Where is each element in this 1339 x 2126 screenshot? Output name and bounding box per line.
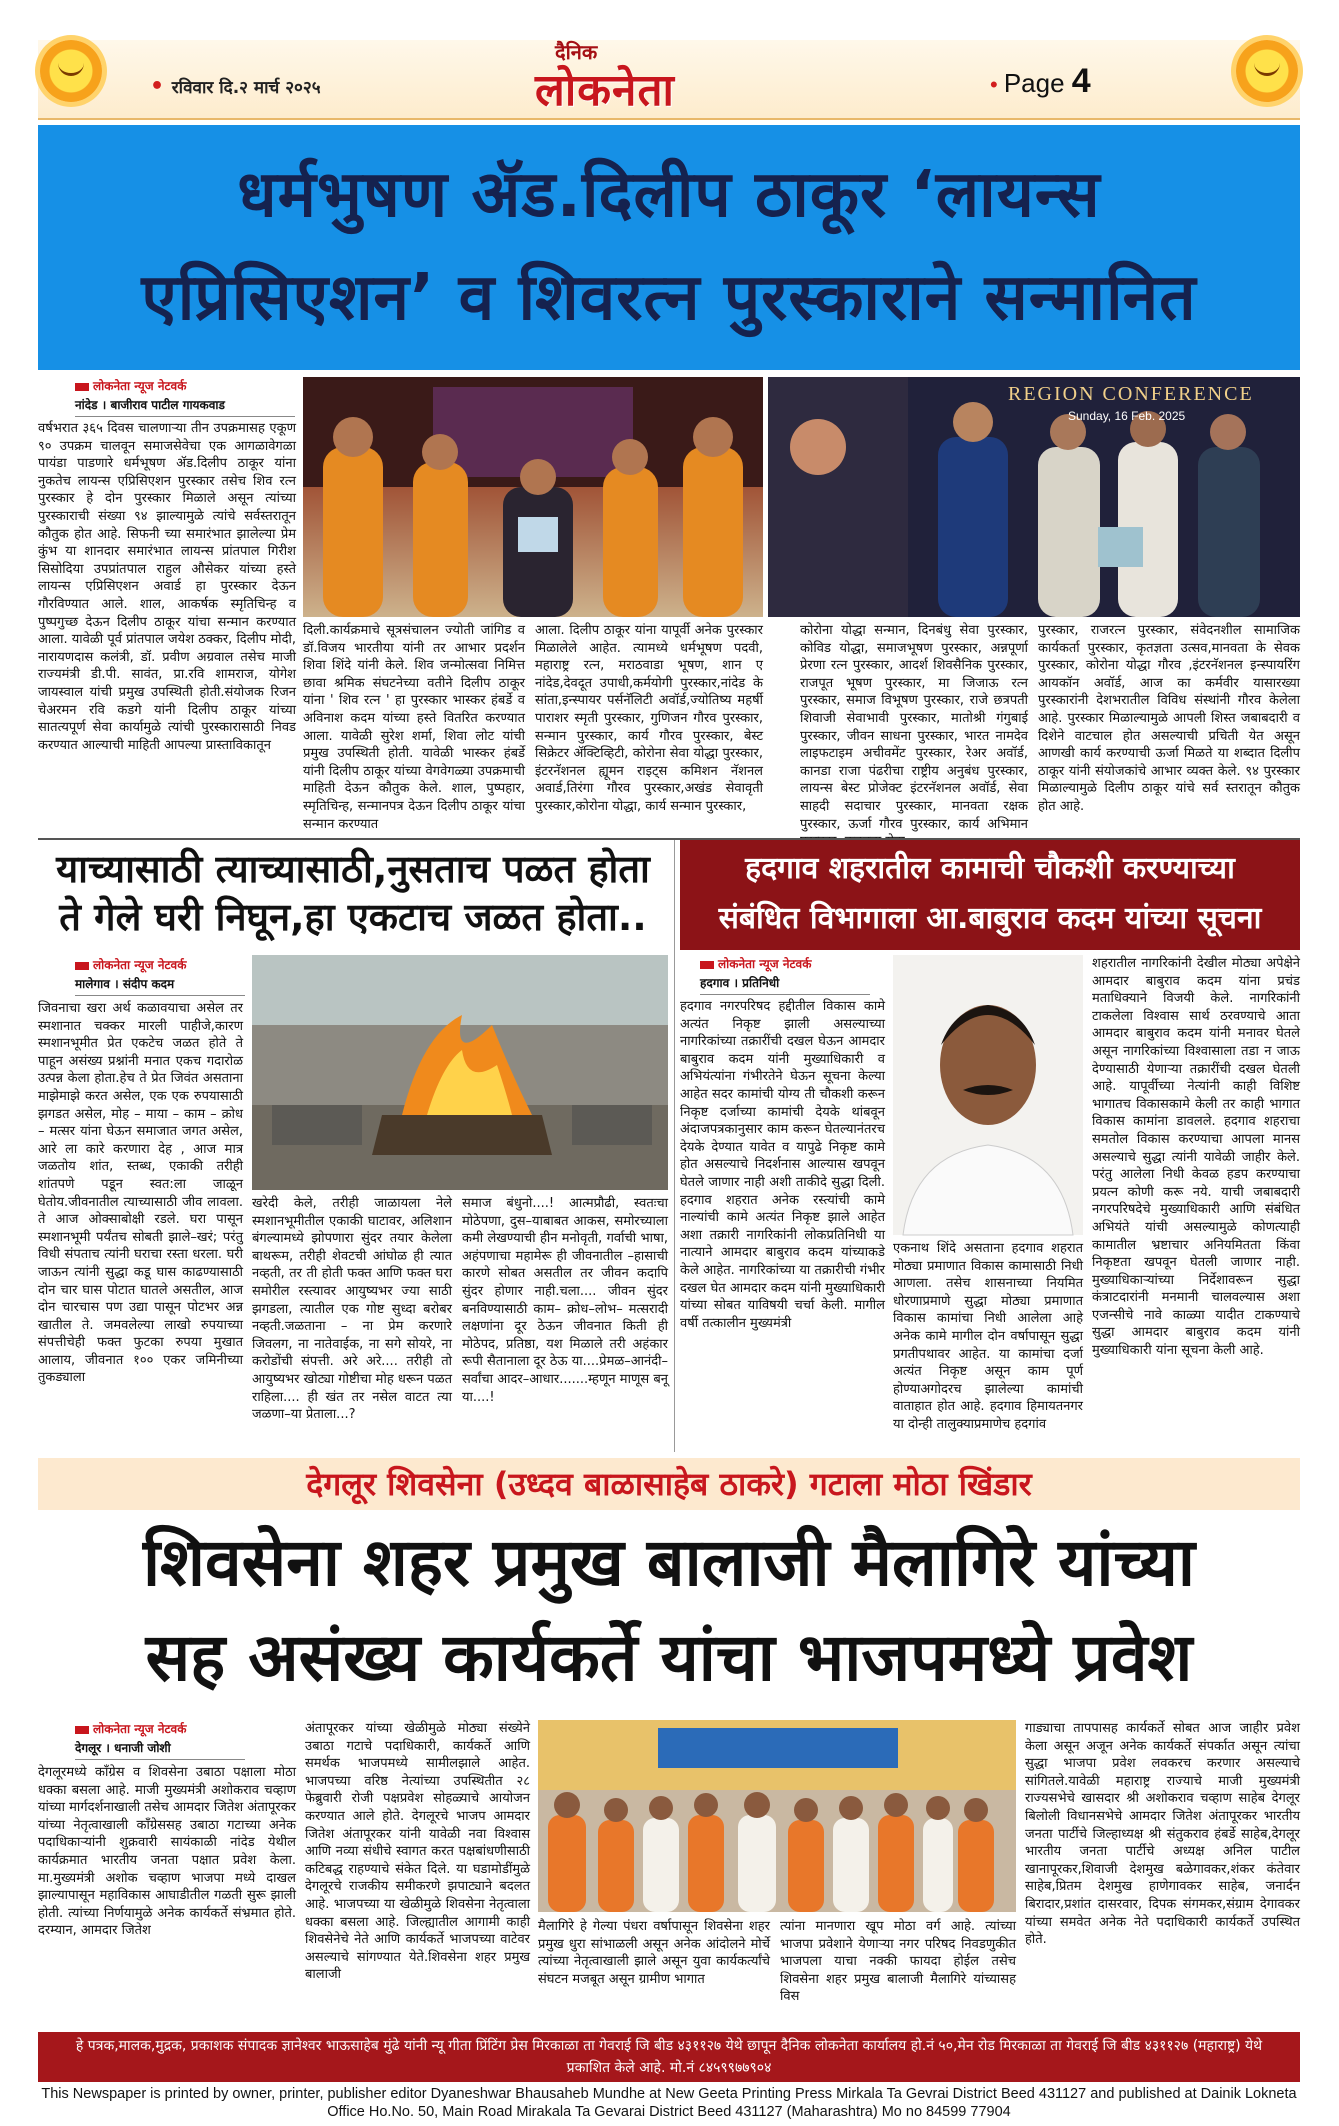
article-column: दिली.कार्यक्रमाचे सूत्रसंचालन ज्योती जांगिड व डॉ.विजय भारतीया यांनी तर आभार प्रदर्शन शिवा शिंदे यांनी केले. शिव जन्मोत्सवा निमित्त छावा श्रमिक संघटनेच्या वतीने दिलीप ठाकूर यांना ' शिव रत्न ' हा पुरस्कार भास्कर हंबर्डे व अविनाश कदम यांच्या हस्ते वितरित करण्यात आला. यावेळी सुरेश शर्मा, शिवा लोट यांची प्रमुख उपस्थिती होती. यावेळी भास्कर हंबर्डे यांनी दिलीप ठाकूर यांच्या वेगवेगळ्या उपक्रमाची माहिती देऊन कौतुक केले. शाल, पुष्पहार, स्मृतिचिन्ह, सन्मानपत्र देऊन दिलीप ठाकूर यांचा सन्मान करण्यात [303,623,525,832]
imprint-english: This Newspaper is printed by owner, printer, publisher editor Dyaneshwar Bhausaheb Mundhe at New Geeta Printing Press Mirkala Ta Gevrai District Beed 431127 and published at Dainik Lokneta Office Ho.No. 50, Main Road Mirakala Ta Gevarai District Beed 431127 (Maharashtra) Mo no 84599 77904 [41,2086,1297,2120]
article-column: शहरातील नागरिकांनी देखील मोठ्या अपेक्षेने आमदार बाबुराव कदम यांना प्रचंड मताधिक्याने विजयी केले. नागरिकांनी टाकलेला विश्वास सार्थ ठरवण्याचे आता आमदार बाबुराव कदम यांनी मनावर घेतले असून नागरिकांच्या विश्वासाला तडा न जाऊ देण्यासाठी येणाऱ्या तक्रारींची दखल घेतली आहे. यापूर्वीच्या नेत्यांनी काही विशिष्ट भागातच विकासकामे केली तर काही भागात विकास कामांना डावलले. हदगाव शहराचा समतोल विकास करण्याचा आपला मानस असल्याचे सुद्धा त्यांनी यावेळी जाहीर केले. परंतु आलेला निधी केवळ हडप करण्याचा प्रयत्न कोणी करू नये. याची जबाबदारी नगरपरिषदेचे मुख्याधिकारी आणि संबंधित अभियंते यांची असल्यामुळे कोणत्याही कामातील भ्रष्टाचार अनियमितता किंवा निकृष्टता खपवून घेतली जाणार नाही. मुख्याधिकाऱ्यांच्या निर्देशावरून सुद्धा कंत्राटदारांनी मनमानी चालवल्यास अशा एजन्सीचे नावे काळ्या यादीत टाकण्याचे सुद्धा आमदार बाबुराव कदम यांनी मुख्याधिकारी यांना सूचना केली आहे. [1092,956,1300,1359]
newspaper-logo: लोकनेता [535,65,675,116]
news-network-tag: लोकनेता न्यूज नेटवर्क [75,1720,186,1737]
party-joining-photo [538,1720,1016,1912]
article-column: देगलूरमध्ये कॉंग्रेस व शिवसेना उबाठा पक्षाला मोठा धक्का बसला आहे. माजी मुख्यमंत्री अशोकराव चव्हाण यांच्या मार्गदर्शनाखाली तसेच आमदार जितेश अंतापूरकर यांच्या नेतृत्वाखाली काँग्रेससह उबाठा गटाच्या अनेक पदाधिकाऱ्यांनी शुक्रवारी सायंकाळी नांदेड येथील कार्यक्रमात भारतीय जनता पक्षात प्रवेश केला. मा.मुख्यमंत्री अशोक चव्हाण भाजपा मध्ये दाखल झाल्यापासून महाविकास आघाडीतील गळती सुरू झाली होती. त्यांच्या निर्णयामुळे अनेक कार्यकर्ते संभ्रमात होते. दरम्यान, आमदार जितेश [38,1765,296,1939]
award-photo [303,377,763,617]
article-column: एकनाथ शिंदे असताना हदगाव शहरात मोठ्या प्रमाणात विकास कामासाठी निधी आणला. तसेच शासनाच्या नियमित धोरणाप्रमाणे सुद्धा मोठ्या प्रमाणात विकास कामांचा निधी आलेला आहे अनेक कामे मागील दोन वर्षापासून सुद्धा प्रगतीपथावर आहेत. या कामांचा दर्जा अत्यंत निकृष्ट असून काम पूर्ण होण्याअगोदरच झालेल्या कामांची वाताहात होत आहे. हदगाव हिमायतनगर या दोन्ही तालुक्याप्रमाणेच हदगांव [893,1241,1083,1432]
article-column: खरेदी केले, तरीही जाळायला नेले स्मशानभूमीतील एकाकी घाटावर, अलिशान बंगल्यामध्ये झोपणारा सुंदर तयार केलेला बाथरूम, तरीही शेवटची आंघोळ ही त्यात नव्हती, तर ती होती फक्त आणि फक्त घरा समोरील रस्त्यावर आयुष्यभर ज्या साठी झगडला, त्यातील एक गोष्ट सुध्दा बरोबर नव्हती.जळताना – ना प्रेम करणारे जिवलग, ना नातेवाईक, ना सगे सोयरे, ना करोडोंची संपत्ती. अरे अरे.... तरीही तो आयुष्यभर खोट्या गोष्टीचा मोह धरून पळत राहिला.... ही खंत तर नसेल वाटत त्या जळणा–या प्रेताला...? [252,1196,452,1423]
byline: मालेगाव । संदीप कदम [75,975,245,996]
story3-headline: हदगाव शहरातील कामाची चौकशी करण्याच्या संबंधित विभागाला आ.बाबुराव कदम यांच्या सूचना [680,840,1300,950]
conference-photo [768,377,1300,617]
lead-headline-banner [38,125,1300,370]
mla-portrait-photo [893,955,1083,1235]
story2-headline: याच्यासाठी त्याच्यासाठी,नुसताच पळत होता ते गेले घरी निघून,हा एकटाच जळत होता.. [56,847,650,939]
byline: देगलूर । धनाजी जोशी [75,1739,245,1760]
column-divider [674,840,675,1452]
article-column: पुरस्कार, राजरत्न पुरस्कार, संवेदनशील सामाजिक कार्यकर्ता पुरस्कार, कृतज्ञता उत्सव,मानवता के सेवक पुरस्कार, कोरोना योद्धा गौरव ,इंटरनॅशनल इन्स्पायरिंग आयकॉन अवॉर्ड, आज का कर्मवीर यासारख्या पुरस्कारांनी देशभरातील विविध संस्थांनी गौरव केलेला आहे. पुरस्कार मिळाल्यामुळे आपली शिस्त जबाबदारी व दिशेने वाटचाल होत असल्याची प्रचिती येत असून आणखी कार्य करण्याची ऊर्जा मिळते या शब्दात दिलीप ठाकूर यांनी संयोजकांचे आभार व्यक्त केले. ९४ पुरस्कार मिळाल्यामुळे दिलीप ठाकूर यांचे सर्व स्तरातून कौतुक होत आहे. [1038,623,1300,814]
news-network-tag: लोकनेता न्यूज नेटवर्क [700,955,811,972]
sun-icon [1236,40,1298,102]
lead-headline-line1: धर्मभुषण ॲड.दिलीप ठाकूर ‘लायन्स [237,158,1101,232]
funeral-pyre-photo [252,955,668,1190]
byline: हदगाव । प्रतिनिधी [700,974,870,995]
conference-banner: REGION CONFERENCE [1008,383,1254,405]
issue-date: • रविवार दि.२ मार्च २०२५ [150,74,321,99]
article-column: अंतापूरकर यांच्या खेळीमुळे मोठ्या संख्येने उबाठा गटाचे पदाधिकारी, कार्यकर्ते आणि समर्थक भाजपमध्ये सामीलझाले आहेत. भाजपच्या वरिष्ठ नेत्यांच्या उपस्थितीत २८ फेब्रुवारी रोजी पक्षप्रवेश सोहळ्याचे आयोजन करण्यात आले होते. देगलूरचे भाजप आमदार जितेश अंतापूरकर यांनी यावेळी नवा विश्वास आणि नव्या संधीचे स्वागत करत पक्षबांधणीसाठी कटिबद्ध राहण्याचे संकेत दिले. या घडामोडींमुळे देगलूरचे राजकीय समीकरणे झपाट्याने बदलत आहे. भाजपच्या या खेळीमुळे शिवसेना नेतृत्वाला धक्का बसला आहे. जिल्ह्यातील आगामी काही शिवसेनेचे नेते आणि कार्यकर्ते भाजपच्या वाटेवर असल्याचे सांगण्यात येते.शिवसेना शहर प्रमुख बालाजी [305,1721,530,1983]
article-column: गाड्याचा तापपासह कार्यकर्ते सोबत आज जाहीर प्रवेश केला असून अजून अनेक कार्यकर्ते संपर्कात असून त्यांचा सुद्धा भाजपा प्रवेश लवकरच करणार असल्याचे सांगितले.यावेळी महाराष्ट्र राज्याचे माजी मुख्यमंत्री राज्यसभेचे खासदार श्री अशोकराव चव्हाण साहेब देगलूर बिलोली विधानसभेचे आमदार जितेश अंतापूरकर भारतीय जनता पार्टीचे जिल्हाध्यक्ष श्री संतुकराव हंबर्डे साहेब,देगलूर भारतीय जनता पार्टीचे अध्यक्ष अनिल पाटील खानापूरकर,शिवाजी देशमुख बळेगावकर,शंकर कंतेवार साहेब,प्रितम देशमुख हाणेगावकर साहेब, जनार्दन बिरादार,प्रशांत दासरवार, दिपक संगमकर,संग्राम देगावकर यांच्या समवेत अनेक नेते पदाधिकारी कार्यकर्ते उपस्थित होते. [1025,1721,1300,1948]
article-column: आला. दिलीप ठाकूर यांना यापूर्वी अनेक पुरस्कार मिळालेले आहेत. त्यामध्ये धर्मभूषण पदवी, महाराष्ट्र रत्न, मराठवाडा भूषण, शान ए नांदेड,देवदूत उपाधी,कर्मयोगी पुरस्कार,नांदेड के सांता,इन्स्पायर पर्सनॅलिटी अवॉर्ड,ज्योतिष्य महर्षी पाराशर स्मृती पुरस्कार, गुणिजन गौरव पुरस्कार, सन्मान पुरस्कार, कार्य गौरव पुरस्कार, बेस्ट सिक्रेटर ॲक्टिव्हिटी, कोरोना सेवा योद्धा पुरस्कार, इंटरनॅशनल ह्यूमन राइट्स कमिशन नॅशनल अवार्ड,तिरंगा गौरव पुरस्कार,अखंड सेवावृती पुरस्कार,कोरोना योद्धा, कार्य सन्मान पुरस्कार, [535,623,763,814]
article-column: हदगाव नगरपरिषद हद्दीतील विकास कामे अत्यंत निकृष्ट झाली असल्याच्या नागरिकांच्या तक्रारींची दखल घेऊन आमदार बाबुराव कदम यांनी मुख्याधिकारी व अभियंत्यांना गंभीरतेने घेऊन सूचना केल्या आहेत सदर कामांची योग्य ती चौकशी करून निकृष्ट दर्जाच्या कामांची देयके थांबवून अंदाजपत्रकानुसार काम करून घेतल्यानंतरच देयके देण्यात यावेत व यापुढे निकृष्ट कामे होत असल्याचे निदर्शनास आल्यास खपवून घेतले जाणार नाही अशी ताकीदे सुद्धा दिली. हदगाव शहरात अनेक रस्त्यांची कामे नाल्यांची कामे अत्यंत निकृष्ट झाले आहेत अशा तक्रारी नागरिकांनी लोकप्रतिनिधी या नात्याने आमदार बाबुराव कदम यांच्याकडे केले आहेत. नागरिकांच्या या तक्रारीची गंभीर दखल घेत आमदार कदम यांनी मुख्याधिकारी यांच्या सोबत याविषयी चर्चा केली. मागील वर्षी तत्कालीन मुख्यमंत्री [680,999,885,1331]
article-column: त्यांना मानणारा खूप मोठा वर्ग आहे. त्यांच्या भाजपा प्रवेशाने येणाऱ्या नगर परिषद निवडणुकीत भाजपला याचा नक्की फायदा होईल तसेच शिवसेना शहर प्रमुख बालाजी मैलागिरे यांच्यासह विस [780,1919,1016,2005]
page-indicator: • Page 4 [990,62,1091,100]
news-network-tag: लोकनेता न्यूज नेटवर्क [75,956,186,973]
news-network-tag: लोकनेता न्यूज नेटवर्क [75,377,186,394]
story4-headline: शिवसेना शहर प्रमुख बालाजी मैलागिरे यांच्या सह असंख्य कार्यकर्ते यांचा भाजपमध्ये प्रवेश [143,1524,1195,1696]
conference-date: Sunday, 16 Feb. 2025 [1068,409,1186,423]
byline: नांदेड । बाजीराव पाटील गायकवाड [75,396,295,417]
article-column: वर्षभरात ३६५ दिवस चालणाऱ्या तीन उपक्रमासह एकूण ९० उपक्रम चालवून समाजसेवेचा एक आगळावेगळा पायंडा पाडणारे धर्मभूषण ॲड.दिलीप ठाकूर यांना नुकतेच लायन्स एप्रिसिएशन पुरस्कार तसेच शिव रत्न पुरस्कार हे दोन पुरस्कार मिळाले असून त्यांच्या पुरस्काराची संख्या ९४ झाल्यामुळे त्यांचे सर्वस्तरातून कौतुक होत आहे. सिफनी च्या समारंभात झालेल्या प्रेम कुंभ या शानदार समारंभात लायन्स प्रांतपाल गिरीश सिसोदिया उपप्रांतपाल राहुल औसेकर यांच्या हस्ते लायन्स एप्रिसिएशन अवार्ड हा पुरस्कार देऊन गौरविण्यात आले. शाल, आकर्षक स्मृतिचिन्ह व पुष्पगुच्छ देऊन दिलीप ठाकूर यांचा सन्मान करण्यात आला. यावेळी पूर्व प्रांतपाल जयेश ठक्कर, दिलीप मोदी, नारायणदास कलंत्री, डॉ. प्रवीण अग्रवाल तसेच माजी राज्यमंत्री डी.पी. सावंत, प्रा.रवि शामराज, योगेश जायस्वाल यांची प्रमुख उपस्थिती होती.संयोजक रिजन चेअरमन रवि कडगे यांनी दिलीप ठाकूर यांच्या सातत्यपूर्ण सेवा कार्यामुळे त्यांची पुरस्कारासाठी निवड करण्यात आल्याची माहिती आपल्या प्रास्ताविकातून [38,421,296,753]
article-column: जिवनाचा खरा अर्थ कळावयाचा असेल तर स्मशानात चक्कर मारली पाहीजे,कारण स्मशानभूमीत प्रेत एकटेच जळत होते ते पाहून असंख्य प्रश्नांनी मनात एकच गदारोळ उत्पन्न केला होता.हेच ते प्रेत जिवंत असताना माझेमाझे करत असेल, एक एक रुपयासाठी झगडत असेल, मोह – माया – काम – क्रोध – मत्सर यांना घेऊन समाजात जगत असेल, आरे ला कारे करणारा देह , आज मात्र जळतोय शांत, स्तब्ध, एकाकी तरीही शांतपणे पडून स्वत:ला जाळून घेतोय.जीवनातील त्याच्यासाठी जीव लावला. ते आज ओक्साबोक्षी रडले. घरा पासून स्मशानभूमी पर्यंतच सोबती झाले–खरं; परंतु विधी संपताच त्यांनी घराचा रस्ता धरला. घरी जाऊन त्यांनी सुद्धा कडू घास काढण्यासाठी दोन चार घास पोटात घातले असतील, आज दोन चारचास पण उद्या पासून पोटभर अन्न खातील ते. जमवलेल्या लाखो रुपयाच्या संपत्तीचेही फक्त फुटका रुपया मुखात आलाय, जीवनात १०० एकर जमिनीच्या तुकड्याला [38,1001,243,1386]
story4-kicker: देगलूर शिवसेना (उध्दव बाळासाहेब ठाकरे) गटाला मोठा खिंडार [38,1458,1300,1510]
imprint-marathi: हे पत्रक,मालक,मुद्रक, प्रकाशक संपादक ज्ञानेश्वर भाऊसाहेब मुंढे यांनी न्यू गीता प्रिंटिंग प्रेस मिरकाळा ता गेवराई जि बीड ४३११२७ येथे छापून दैनिक लोकनेता कार्यालय हो.नं ५०,मेन रोड मिरकाळा ता गेवराई जि बीड ४३११२७ (महाराष्ट्र) येथे प्रकाशित केले आहे. मो.नं ८४५९९७७९०४ [38,2032,1300,2082]
lead-headline-line2: एप्रिसिएशन’ व शिवरत्न पुरस्काराने सन्मानित [141,261,1197,335]
logo-prefix: दैनिक [555,40,598,64]
article-column: समाज बंधुनो....! आत्मप्रौढी, स्वतःचा मोठेपणा, दुस–याबाबत आकस, समोरच्याला कमी लेखण्याची हीन मनोवृती, गर्वाची भाषा, अहंपणाचा महामेरू ही जीवनातील –हासाची कारणे सोबत असतील तर जीवन कदापि सुंदर होणार नाही.चला.... जीवन सुंदर बनविण्यासाठी काम– क्रोध–लोभ– मत्सरादी लक्षणांना दूर ठेऊन जीवनात किती ही मोठेपद, प्रतिष्ठा, यश मिळाले तरी अहंकार रूपी सैतानाला दूर ठेऊ या....प्रेमळ–आनंदी– सर्वांचा आदर–आधार.......म्हणून माणूस बनू या....! [462,1196,668,1405]
article-column: मैलागिरे हे गेल्या पंधरा वर्षापासून शिवसेना शहर प्रमुख धुरा सांभाळली असून अनेक आंदोलने मोर्चे त्यांच्या नेतृत्वाखाली झाले असून युवा कार्यकर्त्यांचे संघटन मजबूत असून ग्रामीण भागात [538,1919,770,1987]
sun-icon [40,40,102,102]
article-column: कोरोना योद्धा सन्मान, दिनबंधु सेवा पुरस्कार, कोविड योद्धा, समाजभूषण पुरस्कार, अन्नपूर्णा प्रेरणा रत्न पुरस्कार, आदर्श शिवसैनिक पुरस्कार, राजपूत भूषण पुरस्कार, मा जिजाऊ रत्न पुरस्कार, समाज विभूषण पुरस्कार, राजे छत्रपती शिवाजी सेवाभावी पुरस्कार, मातोश्री गंगुबाई पुरस्कार, जीवन साधना पुरस्कार, भारत नामदेव लाइफटाइम अचीवमेंट पुरस्कार, रेअर अवॉर्ड, कानडा राजा पंढरीचा राष्ट्रीय अनुबंध पुरस्कार, लायन्स बेस्ट प्रोजेक्ट इंटरनॅशनल अवॉर्ड, सेवा साहदी सदाचार पुरस्कार, मानवता रक्षक पुरस्कार, ऊर्जा गौरव पुरस्कार, कार्य अभिमान [800,623,1028,832]
